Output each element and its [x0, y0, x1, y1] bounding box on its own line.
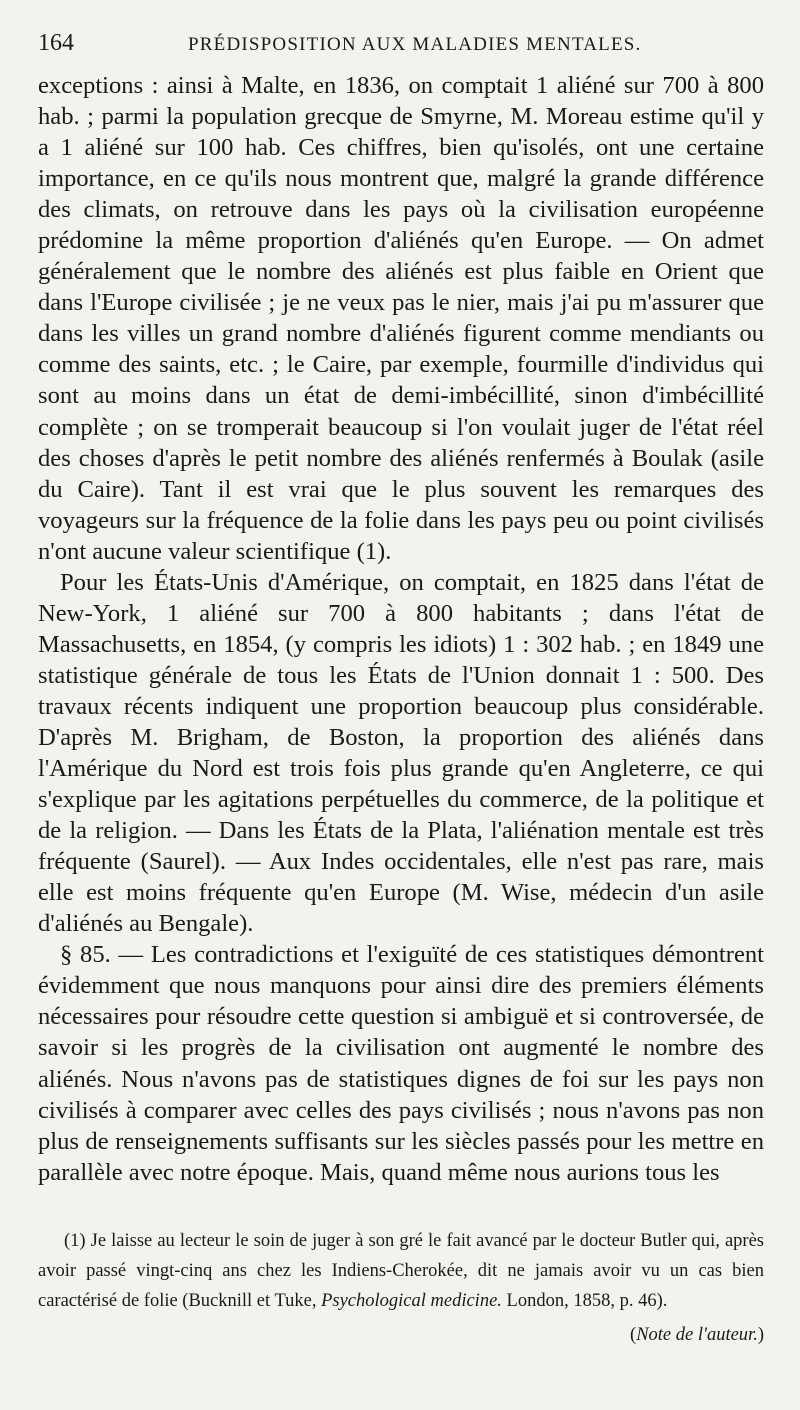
- attribution-text: Note de l'auteur.: [636, 1325, 758, 1345]
- paragraph-continued: exceptions : ainsi à Malte, en 1836, on comptait 1 aliéné sur 700 à 800 hab. ; parmi la population grecque de Smyrne, M. Moreau estime qu'il y a 1 aliéné sur 100 hab. Ces chiffres, bien qu'isolés, ont une certaine importance, en ce qu'ils nous montrent que, malgré la grande différence des climats, on retrouve dans les pays où la civilisation européenne prédomine la même proportion d'aliénés qu'en Europe. — On admet généralement que le nombre des aliénés est plus faible en Orient que dans l'Europe civilisée ; je ne veux pas le nier, mais j'ai pu m'assurer que dans les villes un grand nombre d'aliénés figurent comme mendiants ou comme des saints, etc. ; le Caire, par exemple, fourmille d'individus qui sont au moins dans un état de demi-imbécillité, sinon d'imbécillité complète ; on se tromperait beaucoup si l'on voulait juger de l'état réel des choses d'après le petit nombre des aliénés renfermés à Boulak (asile du Caire). Tant il est vrai que le plus souvent les remarques des voyageurs sur la fréquence de la folie dans les pays peu ou point civilisés n'ont aucune valeur scientifique (1).: [38, 72, 764, 565]
- running-title: PRÉDISPOSITION AUX MALADIES MENTALES.: [188, 34, 642, 55]
- footnote: [38, 1226, 764, 1350]
- paragraph-section-85: § 85. — Les contradictions et l'exiguïté de ces statistiques démontrent évidemment que nous manquons pour ainsi dire des premiers éléments nécessaires pour résoudre cette question si ambiguë et si controversée, de savoir si les progrès de la civilisation ont augmenté le nombre des aliénés. Nous n'avons pas de statistiques dignes de foi sur les pays non civilisés à comparer avec celles des pays civilisés ; nous n'avons pas non plus de renseignements suffisants sur les siècles passés pour les mettre en parallèle avec notre époque. Mais, quand même nous aurions tous les: [38, 941, 764, 1186]
- footnote-text-end: London, 1858, p. 46).: [501, 1291, 668, 1311]
- body-text: [38, 70, 764, 1188]
- footnote-text-start: (1) Je laisse au lecteur le soin de juger à son gré le fait avancé par le docteur Butler qui, après avoir passé vingt-cinq ans chez les Indiens-Cherokée, dit ne jamais avoir vu un cas bien caractérisé de folie (Bucknill et Tuke,: [38, 1231, 764, 1311]
- paragraph-united-states: Pour les États-Unis d'Amérique, on comptait, en 1825 dans l'état de New-York, 1 aliéné sur 700 à 800 habitants ; dans l'état de Massachusetts, en 1854, (y compris les idiots) 1 : 302 hab. ; en 1849 une statistique générale de tous les États de l'Union donnait 1 : 500. Des travaux récents indiquent une proportion beaucoup plus considérable. D'après M. Brigham, de Boston, la proportion des aliénés dans l'Amérique du Nord est trois fois plus grande qu'en Angleterre, ce qui s'explique par les agitations perpétuelles du commerce, de la politique et de la religion. — Dans les États de la Plata, l'aliénation mentale est très fréquente (Saurel). — Aux Indes occidentales, elle n'est pas rare, mais elle est moins fréquente qu'en Europe (M. Wise, médecin d'un asile d'aliénés au Bengale).: [38, 568, 764, 938]
- footnote-italic-title: Psychological medicine.: [321, 1291, 502, 1311]
- page-header: [38, 30, 764, 66]
- footnote-attribution: (Note de l'auteur.): [630, 1325, 764, 1345]
- footnote-text: [38, 1226, 764, 1316]
- page-number: 164: [38, 30, 74, 56]
